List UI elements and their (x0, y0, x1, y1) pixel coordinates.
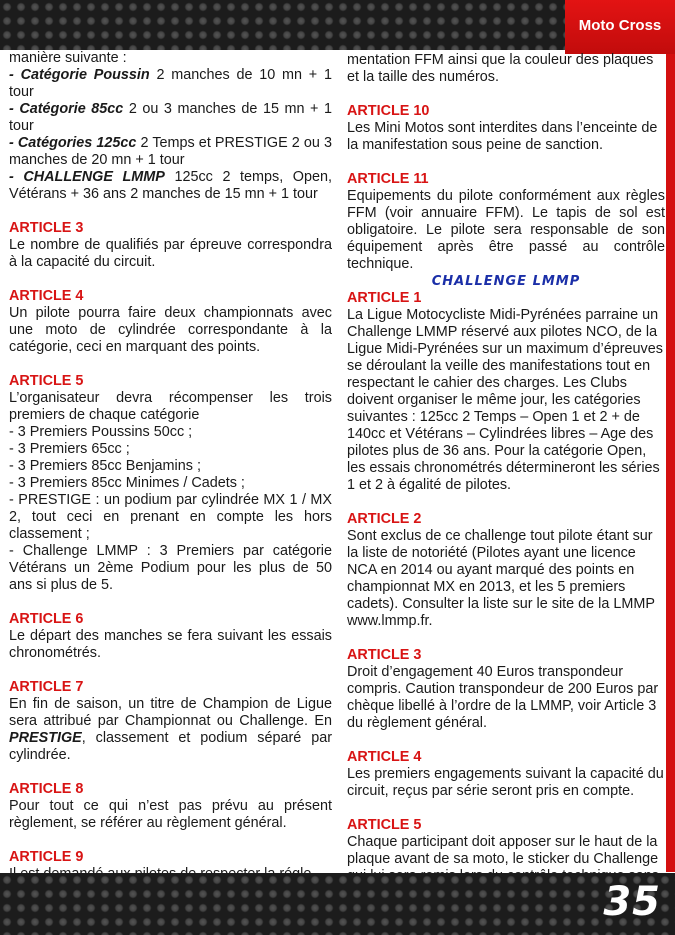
category-detail: 2 ou 3 manches de 15 mn + 1 tour (9, 101, 332, 134)
section-title: Moto Cross (578, 17, 662, 34)
article-5-text: L’organisateur devra récompenser les trois premiers de chaque catégorie (9, 390, 332, 423)
challenge-article-3-title: ARTICLE 3 (347, 647, 422, 663)
article-4-title: ARTICLE 4 (9, 288, 84, 304)
category-item (9, 101, 332, 135)
item-dash: - (9, 67, 21, 83)
category-name: Catégories 125cc (17, 135, 137, 151)
list-item: - 3 Premiers 65cc ; (9, 441, 130, 457)
section-tab (565, 0, 675, 54)
list-item: - 3 Premiers Poussins 50cc ; (9, 424, 193, 440)
item-dash: - (9, 101, 20, 117)
category-detail: 2 Temps et PRESTIGE 2 ou 3 manches de 20 mn + 1 tour (9, 135, 332, 168)
footer-bar (0, 873, 675, 935)
challenge-article-5-title: ARTICLE 5 (347, 817, 422, 833)
article-3-title: ARTICLE 3 (9, 220, 84, 236)
challenge-article-4-text: Les premiers engagements suivant la capacité du circuit, reçus par série seront pris en compte. (347, 766, 664, 799)
list-item: - PRESTIGE : un podium par cylindrée MX 1 / MX 2, tout ceci en prenant en compte les hors classement ; (9, 492, 332, 542)
red-side-stripe (666, 54, 675, 872)
article-7-text-start: En fin de saison, un titre de Champion de Ligue sera attribué par Championnat ou Challenge. En (9, 696, 332, 729)
left-column (9, 50, 332, 883)
article-4-text: Un pilote pourra faire deux championnats avec une moto de cylindrée correspondante à la catégorie, ceci en marquant des points. (9, 305, 332, 355)
article-6-text: Le départ des manches se fera suivant les essais chronométrés. (9, 628, 332, 661)
category-name: Catégorie Poussin (20, 67, 150, 83)
challenge-article-4-title: ARTICLE 4 (347, 749, 422, 765)
category-name: CHALLENGE LMMP (23, 169, 165, 185)
article-8-text: Pour tout ce qui n’est pas prévu au présent règlement, se référer au règlement général. (9, 798, 332, 831)
list-item: - 3 Premiers 85cc Benjamins ; (9, 458, 201, 474)
challenge-article-3-text: Droit d’engagement 40 Euros transpondeur compris. Caution transpondeur de 200 Euros par chèque libellé à l’ordre de la LMMP, voir Article 3 du règlement général. (347, 664, 659, 731)
category-item (9, 135, 332, 169)
challenge-article-1-title: ARTICLE 1 (347, 290, 422, 306)
item-dash: - (9, 135, 18, 151)
article-5-title: ARTICLE 5 (9, 373, 84, 389)
article-7-text (9, 696, 332, 764)
category-name: Catégorie 85cc (19, 101, 124, 117)
category-detail: 2 manches de 10 mn + 1 tour (9, 67, 332, 100)
page-number: 35 (603, 879, 661, 925)
article-7-text-end: , classement et podium séparé par cylindrée. (9, 730, 332, 763)
prestige-emphasis: PRESTIGE (9, 730, 82, 746)
category-detail: 125cc 2 temps, Open, Vétérans + 36 ans 2 manches de 15 mn + 1 tour (9, 169, 332, 202)
category-item (9, 169, 332, 203)
intro-text: manière suivante : (9, 50, 127, 66)
article-10-text: Les Mini Motos sont interdites dans l’enceinte de la manifestation sous peine de sanction. (347, 120, 658, 153)
challenge-article-5-text: Chaque participant doit apposer sur le haut de la plaque avant de sa moto, le sticker du Challenge (347, 834, 659, 867)
article-3-text: Le nombre de qualifiés par épreuve correspondra à la capacité du circuit. (9, 237, 332, 270)
item-dash: - (9, 169, 24, 185)
article-6-title: ARTICLE 6 (9, 611, 84, 627)
article-9-title: ARTICLE 9 (9, 849, 84, 865)
article-7-title: ARTICLE 7 (9, 679, 84, 695)
challenge-article-2-text: Sont exclus de ce challenge tout pilote étant sur la liste de notoriété (Pilotes ayant une licence NCA en 2014 ou ayant marqué des points en championnat MX en 2013, et les 5 premiers cadets). Consulter la liste sur le site de la LMMP www.lmmp.fr. (347, 528, 655, 629)
list-item: - 3 Premiers 85cc Minimes / Cadets ; (9, 475, 245, 491)
challenge-article-1-text: La Ligue Motocycliste Midi-Pyrénées parraine un Challenge LMMP réservé aux pilotes NCO, de la Ligue Midi-Pyrénées sur un maximum d’épreuves se déroulant la veille des manifestations tout en respectant le cahier des charges. Les Clubs doivent organiser le même jour, les catégories suivantes : 125cc 2 Temps – Open 1 et 2 + de 140cc et Vétérans – Cylindrées libres – Age des pilotes plus de 36 ans. Pour la catégorie Open, les essais chronométrés détermineront les séries 1 et 2 à égalité de pilotes. (347, 307, 663, 493)
article-8-title: ARTICLE 8 (9, 781, 84, 797)
right-column (347, 52, 665, 902)
category-item (9, 67, 332, 101)
article-11-title: ARTICLE 11 (347, 171, 429, 187)
continued-text: mentation FFM ainsi que la couleur des plaques et la taille des numéros. (347, 52, 654, 85)
article-11-text: Equipements du pilote conformément aux règles FFM (voir annuaire FFM). Le tapis de sol est obligatoire. Le pilote sera responsable de son équipement après être passé au contrôle technique. (347, 188, 665, 272)
article-10-title: ARTICLE 10 (347, 103, 430, 119)
challenge-heading: CHALLENGE LMMP (431, 274, 581, 289)
list-item: - Challenge LMMP : 3 Premiers par catégorie Vétérans un 2ème Podium pour les plus de 50 ans si plus de 5. (9, 543, 332, 593)
challenge-article-2-title: ARTICLE 2 (347, 511, 422, 527)
